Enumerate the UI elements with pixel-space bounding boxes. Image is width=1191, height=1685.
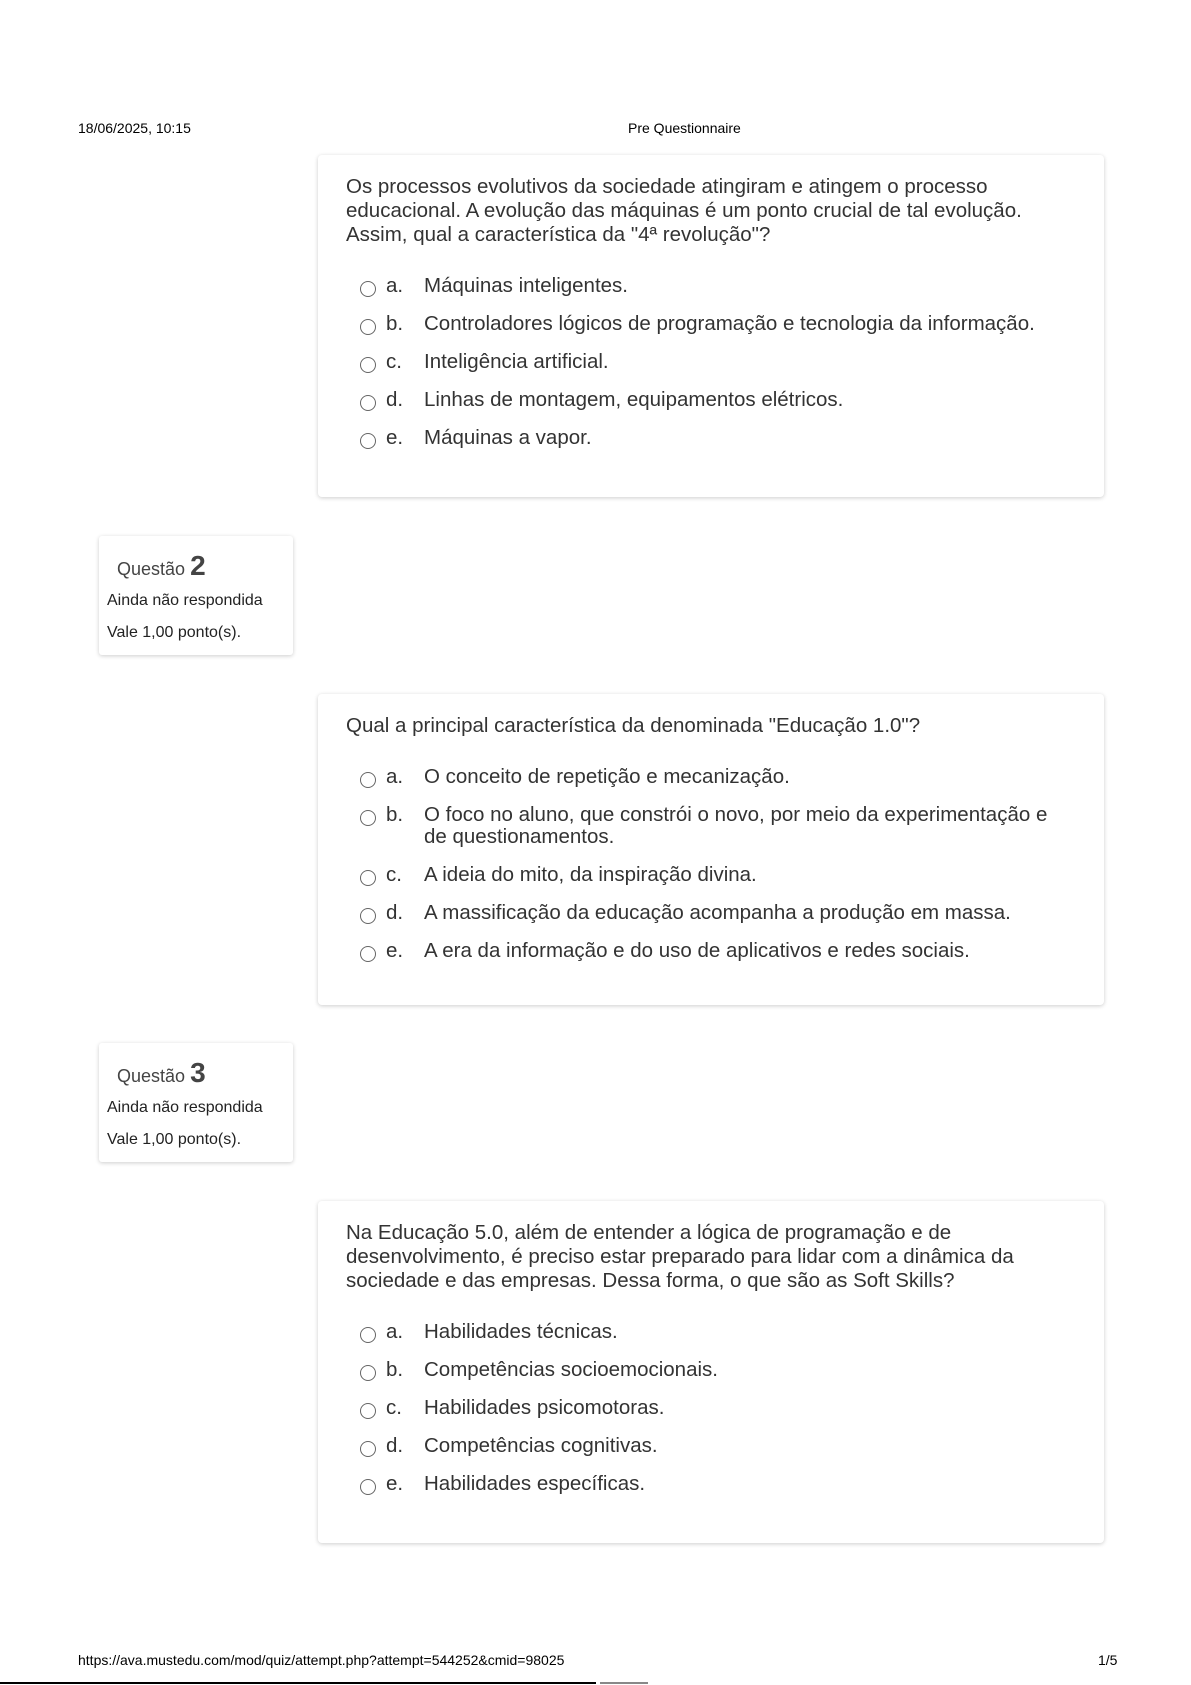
page-title: Pre Questionnaire <box>628 120 741 136</box>
question-text: Na Educação 5.0, além de entender a lógica de programação e de desenvolvimento, é preciso estar preparado para lidar com a dinâmica da sociedade e das empresas. Dessa forma, o que são as Soft Skills? <box>346 1221 1014 1292</box>
answer-option-c[interactable] <box>360 351 1074 373</box>
question-number: 3 <box>190 1057 206 1088</box>
radio-button[interactable] <box>360 810 376 826</box>
answer-option-b[interactable] <box>360 313 1074 335</box>
radio-button[interactable] <box>360 357 376 373</box>
answer-option-a[interactable] <box>360 766 1074 788</box>
radio-button[interactable] <box>360 772 376 788</box>
question-label: Questão <box>117 1066 186 1086</box>
answer-option-e[interactable] <box>360 427 1074 449</box>
option-letter: b. <box>386 1358 404 1381</box>
option-text: Competências socioemocionais. <box>424 1358 718 1381</box>
radio-button[interactable] <box>360 319 376 335</box>
question-3-info <box>99 1043 293 1162</box>
option-text: A massificação da educação acompanha a produção em massa. <box>424 901 1011 924</box>
question-status: Ainda não respondida <box>107 592 263 609</box>
answer-option-a[interactable] <box>360 1321 1074 1343</box>
radio-button[interactable] <box>360 1403 376 1419</box>
option-text: Habilidades técnicas. <box>424 1320 618 1343</box>
question-number: 2 <box>190 550 206 581</box>
option-text: A ideia do mito, da inspiração divina. <box>424 863 757 886</box>
option-text: Controladores lógicos de programação e tecnologia da informação. <box>424 312 1035 335</box>
print-datetime: 18/06/2025, 10:15 <box>78 120 191 136</box>
option-text: Competências cognitivas. <box>424 1434 658 1457</box>
answer-option-e[interactable] <box>360 940 1074 962</box>
question-2-info <box>99 536 293 655</box>
answer-option-c[interactable] <box>360 864 1074 886</box>
page-number: 1/5 <box>1098 1652 1118 1668</box>
radio-button[interactable] <box>360 946 376 962</box>
option-letter: c. <box>386 350 402 373</box>
radio-button[interactable] <box>360 281 376 297</box>
option-text: Inteligência artificial. <box>424 350 609 373</box>
answer-option-d[interactable] <box>360 902 1074 924</box>
option-letter: c. <box>386 1396 402 1419</box>
option-letter: e. <box>386 1472 404 1495</box>
bottom-rule <box>0 1682 596 1684</box>
radio-button[interactable] <box>360 395 376 411</box>
page-url: https://ava.mustedu.com/mod/quiz/attempt.php?attempt=544252&cmid=98025 <box>78 1652 565 1668</box>
option-text: O foco no aluno, que constrói o novo, por meio da experimentação e de questionamentos. <box>424 803 1048 848</box>
question-3-card <box>318 1201 1104 1543</box>
radio-button[interactable] <box>360 1441 376 1457</box>
option-letter: d. <box>386 1434 404 1457</box>
radio-button[interactable] <box>360 1365 376 1381</box>
question-text: Qual a principal característica da denominada "Educação 1.0"? <box>346 714 921 737</box>
radio-button[interactable] <box>360 1479 376 1495</box>
option-letter: b. <box>386 803 404 826</box>
question-label: Questão <box>117 559 186 579</box>
option-letter: c. <box>386 863 402 886</box>
option-letter: a. <box>386 765 404 788</box>
option-text: Linhas de montagem, equipamentos elétricos. <box>424 388 844 411</box>
question-1-card <box>318 155 1104 497</box>
question-2-card <box>318 694 1104 1005</box>
radio-button[interactable] <box>360 870 376 886</box>
option-letter: a. <box>386 274 404 297</box>
question-status: Ainda não respondida <box>107 1099 263 1116</box>
option-text: A era da informação e do uso de aplicativos e redes sociais. <box>424 939 970 962</box>
option-letter: a. <box>386 1320 404 1343</box>
question-points: Vale 1,00 ponto(s). <box>107 624 242 641</box>
answer-option-b[interactable] <box>360 1359 1074 1381</box>
option-letter: d. <box>386 901 404 924</box>
option-text: Habilidades específicas. <box>424 1472 646 1495</box>
answer-option-b[interactable] <box>360 804 1074 848</box>
option-letter: b. <box>386 312 404 335</box>
option-letter: e. <box>386 426 404 449</box>
answer-option-a[interactable] <box>360 275 1074 297</box>
option-text: Máquinas inteligentes. <box>424 274 628 297</box>
option-text: Máquinas a vapor. <box>424 426 592 449</box>
radio-button[interactable] <box>360 433 376 449</box>
answer-option-d[interactable] <box>360 389 1074 411</box>
question-points: Vale 1,00 ponto(s). <box>107 1131 242 1148</box>
option-text: O conceito de repetição e mecanização. <box>424 765 790 788</box>
question-text: Os processos evolutivos da sociedade atingiram e atingem o processo educacional. A evolução das máquinas é um ponto crucial de tal evolução. Assim, qual a característica da "4ª revolução"? <box>346 175 1022 246</box>
option-text: Habilidades psicomotoras. <box>424 1396 665 1419</box>
option-letter: e. <box>386 939 404 962</box>
radio-button[interactable] <box>360 1327 376 1343</box>
answer-option-e[interactable] <box>360 1473 1074 1495</box>
answer-option-d[interactable] <box>360 1435 1074 1457</box>
option-letter: d. <box>386 388 404 411</box>
answer-option-c[interactable] <box>360 1397 1074 1419</box>
bottom-rule-segment <box>600 1682 648 1684</box>
radio-button[interactable] <box>360 908 376 924</box>
